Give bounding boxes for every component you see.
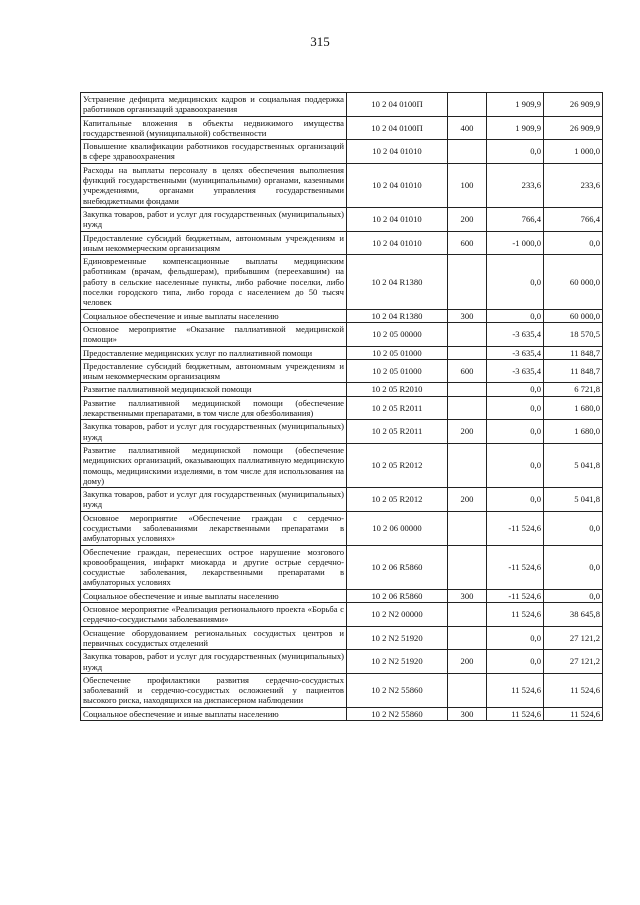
row-name-cell: Оснащение оборудованием региональных сосудистых центров и первичных сосудистых отделений — [81, 626, 347, 650]
row-name-cell: Повышение квалификации работников государственных организаций в сфере здравоохранения — [81, 140, 347, 164]
row-total-amount-cell: 11 848,7 — [544, 359, 603, 383]
row-expense-type-cell: 200 — [448, 420, 487, 444]
row-change-amount-cell: 0,0 — [487, 420, 544, 444]
row-expense-type-cell — [448, 255, 487, 309]
row-code-cell: 10 2 05 01000 — [347, 359, 448, 383]
row-total-amount-cell: 5 041,8 — [544, 443, 603, 487]
page-number: 315 — [310, 34, 330, 49]
table-row — [81, 359, 603, 383]
row-change-amount-cell: -11 524,6 — [487, 545, 544, 589]
row-code-cell: 10 2 N2 55860 — [347, 707, 448, 720]
row-expense-type-cell: 600 — [448, 231, 487, 255]
row-expense-type-cell — [448, 396, 487, 420]
row-change-amount-cell: -11 524,6 — [487, 511, 544, 545]
row-name-cell: Предоставление субсидий бюджетным, автономным учреждениям и иным некоммерческим организациям — [81, 359, 347, 383]
row-code-cell: 10 2 N2 51920 — [347, 650, 448, 674]
table-row — [81, 231, 603, 255]
row-name-cell: Развитие паллиативной медицинской помощи (обеспечение медицинских организаций, оказывающих паллиативную медицинскую помощь, медицинскими изделиями, в том числе для использования на дому) — [81, 443, 347, 487]
row-change-amount-cell: 0,0 — [487, 309, 544, 322]
row-total-amount-cell: 1 680,0 — [544, 396, 603, 420]
row-change-amount-cell: 11 524,6 — [487, 673, 544, 707]
row-change-amount-cell: -3 635,4 — [487, 359, 544, 383]
row-name-cell: Предоставление медицинских услуг по паллиативной помощи — [81, 346, 347, 359]
row-change-amount-cell: -1 000,0 — [487, 231, 544, 255]
table-row — [81, 346, 603, 359]
row-code-cell: 10 2 04 R1380 — [347, 309, 448, 322]
row-name-cell: Основное мероприятие «Обеспечение граждан с сердечно-сосудистыми заболеваниями лекарственными препаратами в амбулаторных условиях» — [81, 511, 347, 545]
table-row — [81, 589, 603, 602]
row-total-amount-cell: 26 909,9 — [544, 116, 603, 140]
row-name-cell: Предоставление субсидий бюджетным, автономным учреждениям и иным некоммерческим организациям — [81, 231, 347, 255]
table-row — [81, 396, 603, 420]
row-total-amount-cell: 6 721,8 — [544, 383, 603, 396]
table-row — [81, 626, 603, 650]
row-change-amount-cell: 0,0 — [487, 396, 544, 420]
row-code-cell: 10 2 05 R2010 — [347, 383, 448, 396]
row-code-cell: 10 2 04 01010 — [347, 231, 448, 255]
table-row — [81, 255, 603, 309]
row-name-cell: Социальное обеспечение и иные выплаты населению — [81, 707, 347, 720]
row-change-amount-cell: -3 635,4 — [487, 346, 544, 359]
row-change-amount-cell: 0,0 — [487, 443, 544, 487]
table-row — [81, 140, 603, 164]
row-name-cell: Основное мероприятие «Реализация регионального проекта «Борьба с сердечно-сосудистыми заболеваниями» — [81, 603, 347, 627]
row-expense-type-cell: 600 — [448, 359, 487, 383]
table-row — [81, 603, 603, 627]
row-expense-type-cell — [448, 545, 487, 589]
row-total-amount-cell: 18 570,5 — [544, 322, 603, 346]
row-expense-type-cell — [448, 511, 487, 545]
row-total-amount-cell: 1 680,0 — [544, 420, 603, 444]
row-expense-type-cell — [448, 443, 487, 487]
table-row — [81, 488, 603, 512]
row-code-cell: 10 2 04 01010 — [347, 140, 448, 164]
row-expense-type-cell — [448, 140, 487, 164]
table-row — [81, 93, 603, 117]
table-row — [81, 443, 603, 487]
row-expense-type-cell — [448, 673, 487, 707]
row-change-amount-cell: 11 524,6 — [487, 603, 544, 627]
row-name-cell: Закупка товаров, работ и услуг для государственных (муниципальных) нужд — [81, 650, 347, 674]
row-expense-type-cell — [448, 322, 487, 346]
row-name-cell: Социальное обеспечение и иные выплаты населению — [81, 309, 347, 322]
row-code-cell: 10 2 N2 00000 — [347, 603, 448, 627]
row-code-cell: 10 2 05 01000 — [347, 346, 448, 359]
budget-table — [80, 92, 603, 721]
row-expense-type-cell — [448, 93, 487, 117]
row-total-amount-cell: 26 909,9 — [544, 93, 603, 117]
row-code-cell: 10 2 06 R5860 — [347, 545, 448, 589]
row-name-cell: Развитие паллиативной медицинской помощи (обеспечение лекарственными препаратами, в том числе для обезболивания) — [81, 396, 347, 420]
row-change-amount-cell: 0,0 — [487, 383, 544, 396]
row-total-amount-cell: 0,0 — [544, 589, 603, 602]
row-expense-type-cell: 400 — [448, 116, 487, 140]
row-change-amount-cell: 766,4 — [487, 207, 544, 231]
row-change-amount-cell: 1 909,9 — [487, 116, 544, 140]
table-row — [81, 322, 603, 346]
row-code-cell: 10 2 N2 55860 — [347, 673, 448, 707]
row-change-amount-cell: 1 909,9 — [487, 93, 544, 117]
row-code-cell: 10 2 04 01010 — [347, 163, 448, 207]
row-total-amount-cell: 1 000,0 — [544, 140, 603, 164]
table-row — [81, 383, 603, 396]
row-name-cell: Закупка товаров, работ и услуг для государственных (муниципальных) нужд — [81, 207, 347, 231]
row-total-amount-cell: 766,4 — [544, 207, 603, 231]
row-total-amount-cell: 11 848,7 — [544, 346, 603, 359]
row-name-cell: Единовременные компенсационные выплаты медицинским работникам (врачам, фельдшерам), прибывшим (переехавшим) на работу в сельские населенные пункты, либо рабочие поселки, либо поселки городского типа, либо города с населением до 50 тысяч человек — [81, 255, 347, 309]
table-row — [81, 207, 603, 231]
table-row — [81, 545, 603, 589]
row-expense-type-cell — [448, 346, 487, 359]
row-expense-type-cell: 100 — [448, 163, 487, 207]
row-change-amount-cell: -3 635,4 — [487, 322, 544, 346]
table-row — [81, 673, 603, 707]
row-expense-type-cell: 300 — [448, 589, 487, 602]
table-row — [81, 163, 603, 207]
row-code-cell: 10 2 05 R2011 — [347, 396, 448, 420]
row-total-amount-cell: 233,6 — [544, 163, 603, 207]
row-code-cell: 10 2 04 R1380 — [347, 255, 448, 309]
row-expense-type-cell: 200 — [448, 488, 487, 512]
row-expense-type-cell: 200 — [448, 207, 487, 231]
row-code-cell: 10 2 05 R2012 — [347, 488, 448, 512]
row-total-amount-cell: 11 524,6 — [544, 707, 603, 720]
table-row — [81, 707, 603, 720]
row-expense-type-cell — [448, 603, 487, 627]
row-total-amount-cell: 5 041,8 — [544, 488, 603, 512]
row-name-cell: Обеспечение граждан, перенесших острое нарушение мозгового кровообращения, инфаркт миокарда и другие острые сердечно-сосудистые заболевания, лекарственными препаратами в амбулаторных условиях — [81, 545, 347, 589]
row-code-cell: 10 2 N2 51920 — [347, 626, 448, 650]
row-name-cell: Основное мероприятие «Оказание паллиативной медицинской помощи» — [81, 322, 347, 346]
row-code-cell: 10 2 05 R2011 — [347, 420, 448, 444]
row-total-amount-cell: 11 524,6 — [544, 673, 603, 707]
row-expense-type-cell: 200 — [448, 650, 487, 674]
row-code-cell: 10 2 05 R2012 — [347, 443, 448, 487]
row-code-cell: 10 2 05 00000 — [347, 322, 448, 346]
row-total-amount-cell: 27 121,2 — [544, 626, 603, 650]
row-change-amount-cell: 0,0 — [487, 626, 544, 650]
row-expense-type-cell — [448, 626, 487, 650]
row-total-amount-cell: 38 645,8 — [544, 603, 603, 627]
row-change-amount-cell: 0,0 — [487, 650, 544, 674]
row-change-amount-cell: 233,6 — [487, 163, 544, 207]
row-code-cell: 10 2 04 0100П — [347, 93, 448, 117]
row-code-cell: 10 2 04 01010 — [347, 207, 448, 231]
row-expense-type-cell: 300 — [448, 309, 487, 322]
row-code-cell: 10 2 06 R5860 — [347, 589, 448, 602]
row-code-cell: 10 2 04 0100П — [347, 116, 448, 140]
row-name-cell: Расходы на выплаты персоналу в целях обеспечения выполнения функций государственными (муниципальными) органами, казенными учреждениями, органами управления государственными внебюджетными фондами — [81, 163, 347, 207]
row-name-cell: Развитие паллиативной медицинской помощи — [81, 383, 347, 396]
row-name-cell: Устранение дефицита медицинских кадров и социальная поддержка работников организаций здравоохранения — [81, 93, 347, 117]
table-row — [81, 650, 603, 674]
row-name-cell: Закупка товаров, работ и услуг для государственных (муниципальных) нужд — [81, 488, 347, 512]
row-code-cell: 10 2 06 00000 — [347, 511, 448, 545]
row-total-amount-cell: 60 000,0 — [544, 309, 603, 322]
row-total-amount-cell: 0,0 — [544, 545, 603, 589]
table-row — [81, 420, 603, 444]
row-change-amount-cell: 0,0 — [487, 255, 544, 309]
row-change-amount-cell: -11 524,6 — [487, 589, 544, 602]
row-total-amount-cell: 60 000,0 — [544, 255, 603, 309]
row-expense-type-cell — [448, 383, 487, 396]
row-total-amount-cell: 27 121,2 — [544, 650, 603, 674]
table-row — [81, 309, 603, 322]
row-change-amount-cell: 11 524,6 — [487, 707, 544, 720]
row-name-cell: Обеспечение профилактики развития сердечно-сосудистых заболеваний и сердечно-сосудистых осложнений у пациентов высокого риска, находящихся на диспансерном наблюдении — [81, 673, 347, 707]
row-expense-type-cell: 300 — [448, 707, 487, 720]
row-name-cell: Закупка товаров, работ и услуг для государственных (муниципальных) нужд — [81, 420, 347, 444]
row-change-amount-cell: 0,0 — [487, 488, 544, 512]
row-total-amount-cell: 0,0 — [544, 231, 603, 255]
table-row — [81, 116, 603, 140]
row-change-amount-cell: 0,0 — [487, 140, 544, 164]
row-total-amount-cell: 0,0 — [544, 511, 603, 545]
budget-table-body — [81, 93, 603, 721]
table-row — [81, 511, 603, 545]
row-name-cell: Капитальные вложения в объекты недвижимого имущества государственной (муниципальной) собственности — [81, 116, 347, 140]
row-name-cell: Социальное обеспечение и иные выплаты населению — [81, 589, 347, 602]
